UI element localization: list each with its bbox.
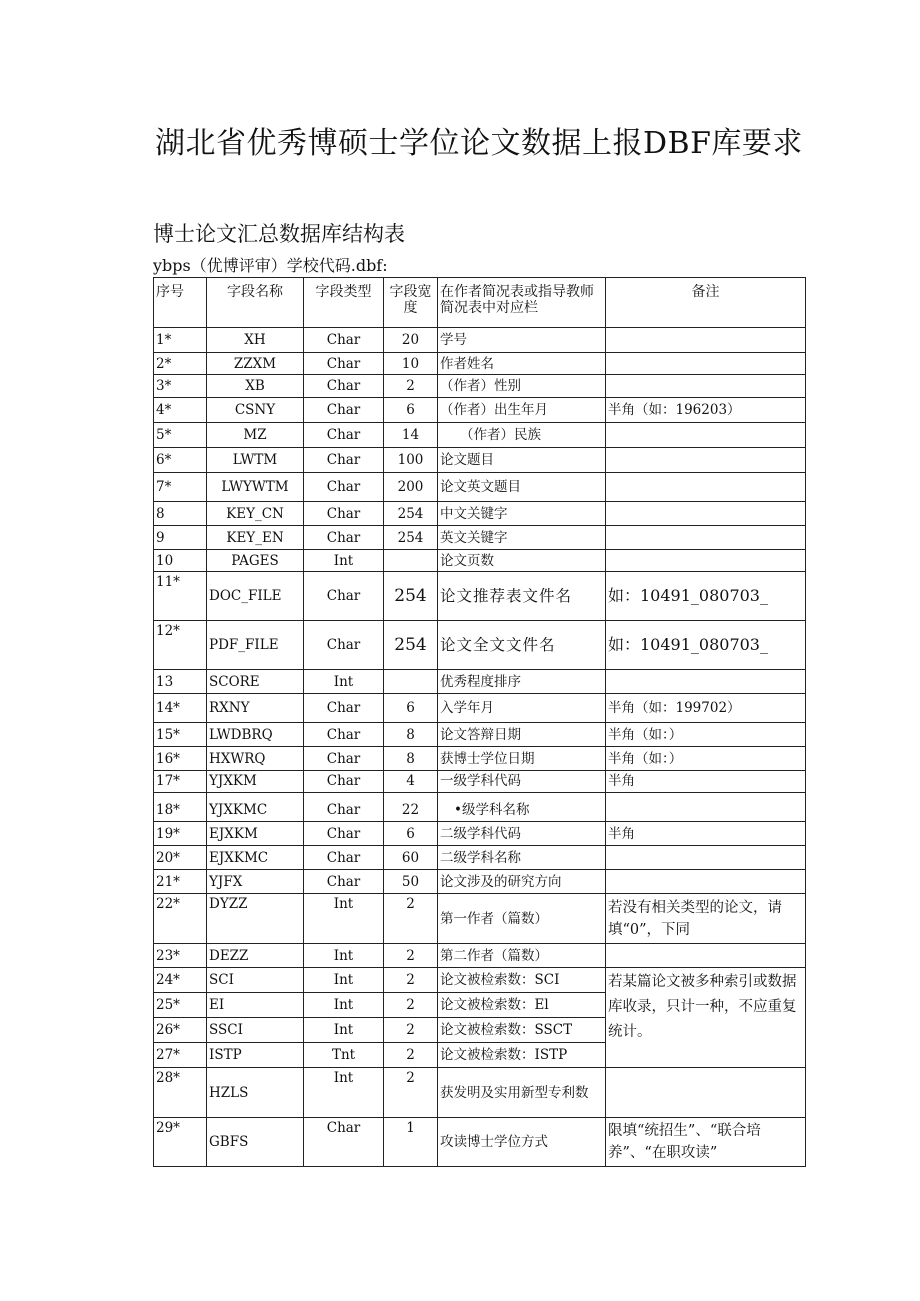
cell-type: Char bbox=[304, 822, 384, 846]
cell-no: 20* bbox=[154, 846, 207, 870]
cell-no: 27* bbox=[154, 1043, 207, 1068]
table-row bbox=[154, 526, 806, 550]
cell-desc: 论文题目 bbox=[438, 448, 606, 473]
cell-type: Char bbox=[304, 423, 384, 448]
cell-width: 22 bbox=[384, 793, 438, 822]
cell-width: 4 bbox=[384, 771, 438, 793]
cell-name: PDF_FILE bbox=[207, 621, 304, 670]
cell-name: EJXKMC bbox=[207, 846, 304, 870]
cell-note: 如：10491_080703_ bbox=[606, 621, 806, 670]
cell-type: Char bbox=[304, 473, 384, 502]
cell-note bbox=[606, 328, 806, 353]
cell-type: Int bbox=[304, 944, 384, 968]
cell-name: PAGES bbox=[207, 550, 304, 572]
cell-type: Char bbox=[304, 747, 384, 771]
cell-note: 限填“统招生”、“联合培养”、“在职攻读” bbox=[606, 1118, 806, 1167]
cell-no: 25* bbox=[154, 993, 207, 1018]
table-row bbox=[154, 894, 806, 944]
dbf-filename: ybps（优博评审）学校代码.dbf: bbox=[153, 256, 388, 275]
cell-note bbox=[606, 502, 806, 526]
cell-type: Char bbox=[304, 526, 384, 550]
cell-note: 如：10491_080703_ bbox=[606, 572, 806, 621]
cell-name: XH bbox=[207, 328, 304, 353]
cell-type: Char bbox=[304, 694, 384, 723]
cell-width: 2 bbox=[384, 944, 438, 968]
cell-no: 21* bbox=[154, 870, 207, 894]
cell-type: Char bbox=[304, 328, 384, 353]
cell-desc: 优秀程度排序 bbox=[438, 670, 606, 694]
cell-type: Int bbox=[304, 1018, 384, 1043]
header-note: 备注 bbox=[606, 278, 806, 328]
cell-type: Char bbox=[304, 353, 384, 375]
cell-width: 50 bbox=[384, 870, 438, 894]
cell-name: XB bbox=[207, 375, 304, 398]
table-row bbox=[154, 448, 806, 473]
header-desc: 在作者简况表或指导教师简况表中对应栏 bbox=[438, 278, 606, 328]
cell-type: Char bbox=[304, 502, 384, 526]
cell-type: Int bbox=[304, 968, 384, 993]
cell-note bbox=[606, 473, 806, 502]
cell-type: Char bbox=[304, 870, 384, 894]
header-width: 字段宽度 bbox=[384, 278, 438, 328]
cell-note bbox=[606, 870, 806, 894]
cell-note bbox=[606, 550, 806, 572]
table-row bbox=[154, 771, 806, 793]
cell-name: LWDBRQ bbox=[207, 723, 304, 747]
cell-desc: 论文英文题目 bbox=[438, 473, 606, 502]
cell-width: 100 bbox=[384, 448, 438, 473]
header-no: 序号 bbox=[154, 278, 207, 328]
table-row bbox=[154, 747, 806, 771]
cell-width: 254 bbox=[384, 621, 438, 670]
cell-width: 14 bbox=[384, 423, 438, 448]
cell-no: 16* bbox=[154, 747, 207, 771]
cell-desc: （作者）民族 bbox=[438, 423, 606, 448]
cell-name: DEZZ bbox=[207, 944, 304, 968]
cell-width: 8 bbox=[384, 723, 438, 747]
table-row bbox=[154, 694, 806, 723]
cell-name: YJFX bbox=[207, 870, 304, 894]
cell-type: Int bbox=[304, 1068, 384, 1118]
header-type: 字段类型 bbox=[304, 278, 384, 328]
table-row bbox=[154, 375, 806, 398]
field-structure-table bbox=[153, 277, 806, 1167]
table-row bbox=[154, 1068, 806, 1118]
cell-no: 26* bbox=[154, 1018, 207, 1043]
header-name: 字段名称 bbox=[207, 278, 304, 328]
cell-width: 6 bbox=[384, 694, 438, 723]
cell-width: 254 bbox=[384, 572, 438, 621]
cell-desc: 论文涉及的研究方向 bbox=[438, 870, 606, 894]
cell-desc: 入学年月 bbox=[438, 694, 606, 723]
cell-no: 6* bbox=[154, 448, 207, 473]
cell-desc: 论文被检索数：SSCT bbox=[438, 1018, 606, 1043]
table-row bbox=[154, 353, 806, 375]
table-row bbox=[154, 1118, 806, 1167]
cell-type: Char bbox=[304, 448, 384, 473]
cell-type: Int bbox=[304, 550, 384, 572]
cell-note bbox=[606, 1068, 806, 1118]
cell-no: 18* bbox=[154, 793, 207, 822]
cell-desc: （作者）出生年月 bbox=[438, 398, 606, 423]
cell-desc: •级学科名称 bbox=[438, 793, 606, 822]
cell-desc: （作者）性别 bbox=[438, 375, 606, 398]
cell-desc: 论文答辩日期 bbox=[438, 723, 606, 747]
table-row bbox=[154, 328, 806, 353]
cell-width: 254 bbox=[384, 526, 438, 550]
table-row bbox=[154, 822, 806, 846]
cell-width: 2 bbox=[384, 1018, 438, 1043]
cell-width: 1 bbox=[384, 1118, 438, 1167]
cell-width: 254 bbox=[384, 502, 438, 526]
cell-name: HXWRQ bbox=[207, 747, 304, 771]
cell-note bbox=[606, 423, 806, 448]
table-row bbox=[154, 968, 806, 993]
cell-width: 2 bbox=[384, 894, 438, 944]
table-subtitle: 博士论文汇总数据库结构表 bbox=[153, 222, 405, 246]
cell-type: Char bbox=[304, 572, 384, 621]
cell-desc: 论文被检索数：El bbox=[438, 993, 606, 1018]
table-row bbox=[154, 621, 806, 670]
cell-width: 20 bbox=[384, 328, 438, 353]
cell-type: Char bbox=[304, 793, 384, 822]
table-row bbox=[154, 572, 806, 621]
table-row bbox=[154, 793, 806, 822]
cell-no: 14* bbox=[154, 694, 207, 723]
cell-no: 28* bbox=[154, 1068, 207, 1118]
cell-no: 22* bbox=[154, 894, 207, 944]
table-row bbox=[154, 423, 806, 448]
cell-no: 15* bbox=[154, 723, 207, 747]
cell-no: 4* bbox=[154, 398, 207, 423]
cell-desc: 论文页数 bbox=[438, 550, 606, 572]
cell-no: 17* bbox=[154, 771, 207, 793]
cell-note bbox=[606, 793, 806, 822]
cell-no: 19* bbox=[154, 822, 207, 846]
cell-type: Char bbox=[304, 1118, 384, 1167]
cell-desc: 二级学科代码 bbox=[438, 822, 606, 846]
cell-name: KEY_CN bbox=[207, 502, 304, 526]
cell-desc: 二级学科名称 bbox=[438, 846, 606, 870]
cell-no: 12* bbox=[154, 621, 207, 670]
cell-type: Int bbox=[304, 670, 384, 694]
cell-no: 11* bbox=[154, 572, 207, 621]
cell-desc: 作者姓名 bbox=[438, 353, 606, 375]
cell-type: Char bbox=[304, 771, 384, 793]
cell-name: ISTP bbox=[207, 1043, 304, 1068]
table-row bbox=[154, 550, 806, 572]
cell-width: 2 bbox=[384, 993, 438, 1018]
cell-name: RXNY bbox=[207, 694, 304, 723]
cell-note bbox=[606, 670, 806, 694]
cell-no: 5* bbox=[154, 423, 207, 448]
cell-desc: 获发明及实用新型专利数 bbox=[438, 1068, 606, 1118]
table-row bbox=[154, 723, 806, 747]
cell-name: YJXKM bbox=[207, 771, 304, 793]
cell-name: GBFS bbox=[207, 1118, 304, 1167]
cell-note bbox=[606, 375, 806, 398]
cell-width: 10 bbox=[384, 353, 438, 375]
cell-width: 2 bbox=[384, 375, 438, 398]
cell-width: 6 bbox=[384, 398, 438, 423]
cell-name: DOC_FILE bbox=[207, 572, 304, 621]
cell-desc: 获博士学位日期 bbox=[438, 747, 606, 771]
cell-width: 2 bbox=[384, 968, 438, 993]
cell-note bbox=[606, 353, 806, 375]
cell-type: Char bbox=[304, 621, 384, 670]
cell-name: SCI bbox=[207, 968, 304, 993]
cell-width: 2 bbox=[384, 1043, 438, 1068]
cell-width: 60 bbox=[384, 846, 438, 870]
cell-name: KEY_EN bbox=[207, 526, 304, 550]
cell-note: 半角 bbox=[606, 822, 806, 846]
cell-desc: 论文被检索数：ISTP bbox=[438, 1043, 606, 1068]
table-header-row bbox=[154, 278, 806, 328]
cell-desc: 攻读博士学位方式 bbox=[438, 1118, 606, 1167]
cell-name: EJXKM bbox=[207, 822, 304, 846]
cell-name: SCORE bbox=[207, 670, 304, 694]
cell-width: 200 bbox=[384, 473, 438, 502]
cell-desc: 第一作者（篇数） bbox=[438, 894, 606, 944]
cell-no: 24* bbox=[154, 968, 207, 993]
cell-type: Tnt bbox=[304, 1043, 384, 1068]
cell-no: 3* bbox=[154, 375, 207, 398]
table-row bbox=[154, 502, 806, 526]
table-row bbox=[154, 944, 806, 968]
cell-width bbox=[384, 550, 438, 572]
cell-note bbox=[606, 526, 806, 550]
cell-no: 13 bbox=[154, 670, 207, 694]
cell-width bbox=[384, 670, 438, 694]
cell-desc: 一级学科代码 bbox=[438, 771, 606, 793]
cell-type: Char bbox=[304, 398, 384, 423]
cell-note: 半角（如：） bbox=[606, 723, 806, 747]
document-title: 湖北省优秀博硕士学位论文数据上报DBF库要求 bbox=[155, 126, 803, 161]
cell-name: YJXKMC bbox=[207, 793, 304, 822]
cell-name: CSNY bbox=[207, 398, 304, 423]
cell-no: 29* bbox=[154, 1118, 207, 1167]
cell-no: 8 bbox=[154, 502, 207, 526]
cell-name: HZLS bbox=[207, 1068, 304, 1118]
cell-name: SSCI bbox=[207, 1018, 304, 1043]
cell-note: 若某篇论文被多种索引或数据库收录，只计一种，不应重复统计。 bbox=[606, 968, 806, 1068]
table-row bbox=[154, 870, 806, 894]
cell-name: EI bbox=[207, 993, 304, 1018]
cell-name: LWTM bbox=[207, 448, 304, 473]
cell-name: DYZZ bbox=[207, 894, 304, 944]
cell-width: 2 bbox=[384, 1068, 438, 1118]
cell-no: 7* bbox=[154, 473, 207, 502]
cell-note: 半角（如：） bbox=[606, 747, 806, 771]
cell-width: 8 bbox=[384, 747, 438, 771]
cell-no: 10 bbox=[154, 550, 207, 572]
cell-name: ZZXM bbox=[207, 353, 304, 375]
cell-type: Int bbox=[304, 993, 384, 1018]
table-row bbox=[154, 670, 806, 694]
cell-type: Char bbox=[304, 846, 384, 870]
cell-note: 若没有相关类型的论文，请填“0”，下同 bbox=[606, 894, 806, 944]
cell-no: 2* bbox=[154, 353, 207, 375]
cell-no: 1* bbox=[154, 328, 207, 353]
cell-desc: 英文关键字 bbox=[438, 526, 606, 550]
cell-no: 23* bbox=[154, 944, 207, 968]
cell-note: 半角（如：199702） bbox=[606, 694, 806, 723]
cell-note: 半角 bbox=[606, 771, 806, 793]
cell-desc: 学号 bbox=[438, 328, 606, 353]
cell-desc: 论文被检索数：SCI bbox=[438, 968, 606, 993]
cell-note bbox=[606, 944, 806, 968]
cell-note: 半角（如：196203） bbox=[606, 398, 806, 423]
cell-desc: 论文全文文件名 bbox=[438, 621, 606, 670]
table-row bbox=[154, 398, 806, 423]
cell-type: Char bbox=[304, 723, 384, 747]
table-row bbox=[154, 473, 806, 502]
cell-note bbox=[606, 448, 806, 473]
cell-desc: 论文推荐表文件名 bbox=[438, 572, 606, 621]
cell-desc: 中文关键字 bbox=[438, 502, 606, 526]
table-row bbox=[154, 846, 806, 870]
cell-width: 6 bbox=[384, 822, 438, 846]
cell-name: LWYWTM bbox=[207, 473, 304, 502]
cell-no: 9 bbox=[154, 526, 207, 550]
cell-type: Char bbox=[304, 375, 384, 398]
cell-name: MZ bbox=[207, 423, 304, 448]
cell-note bbox=[606, 846, 806, 870]
cell-type: Int bbox=[304, 894, 384, 944]
cell-desc: 第二作者（篇数） bbox=[438, 944, 606, 968]
